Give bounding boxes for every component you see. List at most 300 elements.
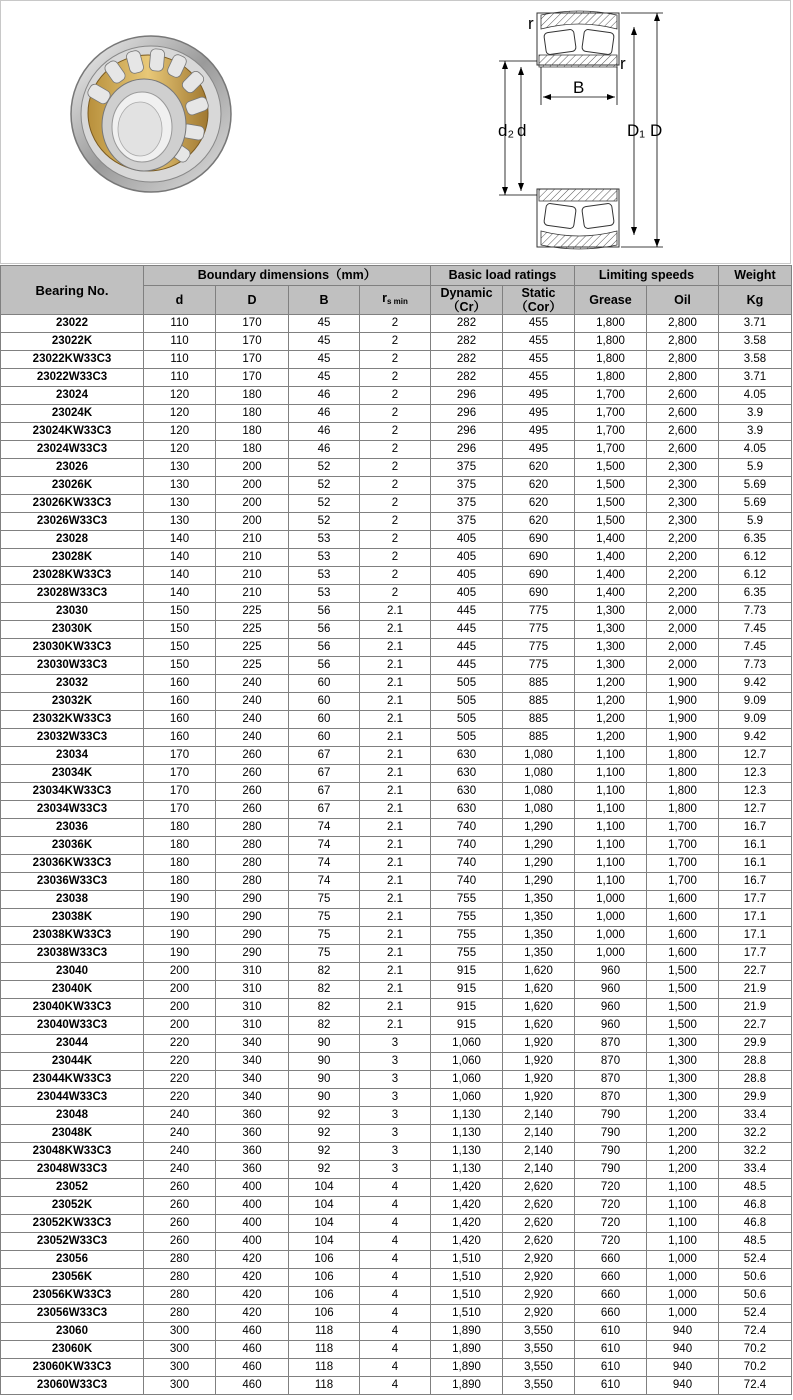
table-row <box>1 1089 792 1107</box>
cell-width-B: 82 <box>289 1017 360 1035</box>
table-row <box>1 369 792 387</box>
cell-rs-min: 2.1 <box>360 945 431 963</box>
cell-dynamic-cr: 755 <box>431 927 503 945</box>
table-row <box>1 315 792 333</box>
cell-dynamic-cr: 755 <box>431 945 503 963</box>
cell-dynamic-cr: 1,130 <box>431 1107 503 1125</box>
cell-static-cor: 1,620 <box>503 1017 575 1035</box>
cell-speed-oil: 2,600 <box>647 441 719 459</box>
cell-rs-min: 2.1 <box>360 639 431 657</box>
header-weight: Weight <box>719 266 792 286</box>
cell-speed-grease: 660 <box>575 1305 647 1323</box>
table-row <box>1 945 792 963</box>
cell-speed-oil: 2,800 <box>647 351 719 369</box>
cell-bore-d: 110 <box>144 369 216 387</box>
cell-static-cor: 885 <box>503 711 575 729</box>
cell-bearing-no: 23024W33C3 <box>1 441 144 459</box>
cell-speed-grease: 1,200 <box>575 675 647 693</box>
dim-label-d2: d₂ <box>498 121 515 140</box>
cell-dynamic-cr: 282 <box>431 315 503 333</box>
cell-static-cor: 2,920 <box>503 1305 575 1323</box>
cell-static-cor: 3,550 <box>503 1377 575 1395</box>
cell-outer-D: 180 <box>216 405 289 423</box>
cell-outer-D: 460 <box>216 1359 289 1377</box>
dim-label-B: B <box>573 78 585 97</box>
cell-bearing-no: 23026 <box>1 459 144 477</box>
cell-speed-oil: 2,200 <box>647 567 719 585</box>
cell-bore-d: 150 <box>144 639 216 657</box>
cell-bearing-no: 23022K <box>1 333 144 351</box>
cell-speed-oil: 1,000 <box>647 1269 719 1287</box>
table-row <box>1 981 792 999</box>
cell-width-B: 106 <box>289 1269 360 1287</box>
cell-rs-min: 2.1 <box>360 783 431 801</box>
header-static-unit: （Cor） <box>515 300 562 314</box>
cell-speed-oil: 1,200 <box>647 1125 719 1143</box>
cell-bearing-no: 23034KW33C3 <box>1 783 144 801</box>
cell-rs-min: 2 <box>360 351 431 369</box>
cell-bearing-no: 23026KW33C3 <box>1 495 144 513</box>
cell-dynamic-cr: 1,510 <box>431 1269 503 1287</box>
cell-speed-grease: 1,300 <box>575 621 647 639</box>
cell-bore-d: 240 <box>144 1143 216 1161</box>
cell-bore-d: 200 <box>144 963 216 981</box>
cell-static-cor: 620 <box>503 495 575 513</box>
cell-speed-grease: 1,000 <box>575 927 647 945</box>
cell-dynamic-cr: 1,510 <box>431 1287 503 1305</box>
table-row <box>1 1233 792 1251</box>
cell-rs-min: 2.1 <box>360 873 431 891</box>
cell-speed-grease: 1,000 <box>575 945 647 963</box>
cell-bore-d: 260 <box>144 1215 216 1233</box>
cell-bearing-no: 23052W33C3 <box>1 1233 144 1251</box>
cell-speed-grease: 660 <box>575 1251 647 1269</box>
cell-weight-kg: 17.1 <box>719 927 792 945</box>
cell-weight-kg: 7.45 <box>719 621 792 639</box>
cell-bore-d: 170 <box>144 765 216 783</box>
cell-width-B: 118 <box>289 1341 360 1359</box>
cell-rs-min: 2 <box>360 369 431 387</box>
cell-weight-kg: 50.6 <box>719 1287 792 1305</box>
cell-speed-grease: 790 <box>575 1107 647 1125</box>
cell-bearing-no: 23028K <box>1 549 144 567</box>
cell-weight-kg: 3.9 <box>719 423 792 441</box>
cell-static-cor: 1,620 <box>503 963 575 981</box>
cell-speed-grease: 960 <box>575 1017 647 1035</box>
cell-bore-d: 190 <box>144 909 216 927</box>
cell-rs-min: 2 <box>360 441 431 459</box>
cell-speed-grease: 1,100 <box>575 873 647 891</box>
cell-outer-D: 360 <box>216 1161 289 1179</box>
cell-width-B: 67 <box>289 765 360 783</box>
cell-speed-oil: 2,800 <box>647 369 719 387</box>
cell-width-B: 90 <box>289 1071 360 1089</box>
cell-bore-d: 180 <box>144 855 216 873</box>
cell-static-cor: 3,550 <box>503 1359 575 1377</box>
cell-width-B: 46 <box>289 405 360 423</box>
cell-dynamic-cr: 1,420 <box>431 1233 503 1251</box>
cell-width-B: 52 <box>289 495 360 513</box>
cell-dynamic-cr: 445 <box>431 639 503 657</box>
cell-static-cor: 1,080 <box>503 783 575 801</box>
cell-width-B: 74 <box>289 873 360 891</box>
cell-dynamic-cr: 740 <box>431 837 503 855</box>
cell-outer-D: 240 <box>216 729 289 747</box>
cell-weight-kg: 6.12 <box>719 549 792 567</box>
table-row <box>1 423 792 441</box>
cell-width-B: 92 <box>289 1125 360 1143</box>
cell-static-cor: 620 <box>503 513 575 531</box>
cell-static-cor: 1,350 <box>503 945 575 963</box>
cell-static-cor: 2,620 <box>503 1215 575 1233</box>
cell-bore-d: 120 <box>144 405 216 423</box>
cell-static-cor: 690 <box>503 531 575 549</box>
cell-weight-kg: 70.2 <box>719 1359 792 1377</box>
cell-outer-D: 400 <box>216 1197 289 1215</box>
cell-static-cor: 495 <box>503 441 575 459</box>
cell-rs-min: 2.1 <box>360 963 431 981</box>
cell-rs-min: 3 <box>360 1035 431 1053</box>
cell-width-B: 45 <box>289 315 360 333</box>
cell-rs-min: 2.1 <box>360 855 431 873</box>
table-row <box>1 963 792 981</box>
cell-bearing-no: 23022 <box>1 315 144 333</box>
table-row <box>1 801 792 819</box>
cell-bore-d: 180 <box>144 837 216 855</box>
cell-rs-min: 2.1 <box>360 801 431 819</box>
cell-rs-min: 3 <box>360 1107 431 1125</box>
cell-bearing-no: 23052KW33C3 <box>1 1215 144 1233</box>
cell-weight-kg: 3.71 <box>719 315 792 333</box>
cell-width-B: 53 <box>289 549 360 567</box>
cell-speed-oil: 1,600 <box>647 891 719 909</box>
cell-bearing-no: 23052 <box>1 1179 144 1197</box>
cell-width-B: 118 <box>289 1377 360 1395</box>
cell-rs-min: 2.1 <box>360 927 431 945</box>
cell-speed-oil: 1,700 <box>647 855 719 873</box>
cell-bearing-no: 23044KW33C3 <box>1 1071 144 1089</box>
cell-dynamic-cr: 915 <box>431 1017 503 1035</box>
cell-speed-grease: 1,200 <box>575 693 647 711</box>
table-row <box>1 1269 792 1287</box>
header-oil: Oil <box>647 286 719 315</box>
cell-width-B: 82 <box>289 963 360 981</box>
cell-speed-grease: 1,100 <box>575 747 647 765</box>
table-row <box>1 387 792 405</box>
cell-width-B: 104 <box>289 1215 360 1233</box>
cell-speed-oil: 1,300 <box>647 1071 719 1089</box>
cell-dynamic-cr: 630 <box>431 765 503 783</box>
cell-width-B: 52 <box>289 477 360 495</box>
cell-rs-min: 2 <box>360 423 431 441</box>
cell-speed-oil: 2,300 <box>647 513 719 531</box>
cell-bore-d: 220 <box>144 1089 216 1107</box>
cell-outer-D: 290 <box>216 945 289 963</box>
cell-bore-d: 190 <box>144 891 216 909</box>
cell-width-B: 67 <box>289 783 360 801</box>
cell-static-cor: 1,290 <box>503 873 575 891</box>
cell-rs-min: 2.1 <box>360 981 431 999</box>
cell-outer-D: 210 <box>216 531 289 549</box>
bearing-spec-table <box>0 265 792 1395</box>
cell-bore-d: 300 <box>144 1377 216 1395</box>
cell-static-cor: 690 <box>503 585 575 603</box>
cell-bearing-no: 23044W33C3 <box>1 1089 144 1107</box>
cell-outer-D: 210 <box>216 567 289 585</box>
cell-bore-d: 190 <box>144 945 216 963</box>
cell-dynamic-cr: 740 <box>431 873 503 891</box>
cell-dynamic-cr: 755 <box>431 891 503 909</box>
cell-width-B: 118 <box>289 1323 360 1341</box>
cell-rs-min: 4 <box>360 1197 431 1215</box>
cell-weight-kg: 5.69 <box>719 477 792 495</box>
cell-dynamic-cr: 1,130 <box>431 1143 503 1161</box>
cell-speed-oil: 940 <box>647 1359 719 1377</box>
cell-speed-oil: 1,500 <box>647 1017 719 1035</box>
cell-outer-D: 260 <box>216 747 289 765</box>
cell-speed-grease: 610 <box>575 1359 647 1377</box>
cell-speed-oil: 1,500 <box>647 999 719 1017</box>
cell-rs-min: 2 <box>360 549 431 567</box>
cell-bearing-no: 23036KW33C3 <box>1 855 144 873</box>
cell-bore-d: 280 <box>144 1287 216 1305</box>
cell-rs-min: 2.1 <box>360 765 431 783</box>
cell-bearing-no: 23028KW33C3 <box>1 567 144 585</box>
cell-speed-oil: 1,700 <box>647 873 719 891</box>
cell-bore-d: 140 <box>144 567 216 585</box>
cell-weight-kg: 9.42 <box>719 675 792 693</box>
cell-bore-d: 260 <box>144 1233 216 1251</box>
cell-bore-d: 260 <box>144 1197 216 1215</box>
cell-static-cor: 690 <box>503 567 575 585</box>
cell-outer-D: 240 <box>216 675 289 693</box>
cell-dynamic-cr: 1,060 <box>431 1071 503 1089</box>
cell-static-cor: 2,920 <box>503 1287 575 1305</box>
cell-width-B: 104 <box>289 1179 360 1197</box>
table-row <box>1 1125 792 1143</box>
cell-speed-grease: 610 <box>575 1377 647 1395</box>
cell-bore-d: 120 <box>144 423 216 441</box>
cell-weight-kg: 72.4 <box>719 1323 792 1341</box>
cell-speed-oil: 2,000 <box>647 603 719 621</box>
cell-speed-oil: 2,600 <box>647 423 719 441</box>
cell-speed-oil: 1,500 <box>647 963 719 981</box>
cell-outer-D: 180 <box>216 423 289 441</box>
cell-static-cor: 1,290 <box>503 855 575 873</box>
cell-width-B: 52 <box>289 459 360 477</box>
cell-static-cor: 2,620 <box>503 1197 575 1215</box>
table-row <box>1 513 792 531</box>
cell-width-B: 45 <box>289 333 360 351</box>
cell-bearing-no: 23034W33C3 <box>1 801 144 819</box>
cell-outer-D: 340 <box>216 1071 289 1089</box>
cell-bearing-no: 23022KW33C3 <box>1 351 144 369</box>
cell-weight-kg: 3.71 <box>719 369 792 387</box>
cell-speed-grease: 1,100 <box>575 819 647 837</box>
table-row <box>1 927 792 945</box>
cell-speed-grease: 1,200 <box>575 729 647 747</box>
cell-outer-D: 200 <box>216 495 289 513</box>
cell-static-cor: 2,920 <box>503 1269 575 1287</box>
cell-speed-grease: 720 <box>575 1179 647 1197</box>
cell-dynamic-cr: 1,420 <box>431 1179 503 1197</box>
cell-outer-D: 200 <box>216 477 289 495</box>
header-grease: Grease <box>575 286 647 315</box>
cell-bearing-no: 23026W33C3 <box>1 513 144 531</box>
cell-width-B: 67 <box>289 801 360 819</box>
table-row <box>1 1251 792 1269</box>
cell-dynamic-cr: 445 <box>431 603 503 621</box>
cell-weight-kg: 16.1 <box>719 837 792 855</box>
cell-bearing-no: 23040W33C3 <box>1 1017 144 1035</box>
cell-bore-d: 280 <box>144 1269 216 1287</box>
cell-speed-grease: 790 <box>575 1143 647 1161</box>
cell-outer-D: 280 <box>216 855 289 873</box>
cell-weight-kg: 21.9 <box>719 981 792 999</box>
cell-bearing-no: 23048 <box>1 1107 144 1125</box>
cell-speed-grease: 960 <box>575 999 647 1017</box>
cell-speed-oil: 2,200 <box>647 549 719 567</box>
cell-speed-grease: 1,300 <box>575 639 647 657</box>
cell-bearing-no: 23052K <box>1 1197 144 1215</box>
cell-static-cor: 3,550 <box>503 1341 575 1359</box>
cell-outer-D: 170 <box>216 333 289 351</box>
cell-bore-d: 300 <box>144 1341 216 1359</box>
table-row <box>1 405 792 423</box>
cell-weight-kg: 28.8 <box>719 1053 792 1071</box>
cell-outer-D: 260 <box>216 801 289 819</box>
cell-speed-grease: 1,200 <box>575 711 647 729</box>
cell-width-B: 67 <box>289 747 360 765</box>
cell-bearing-no: 23028W33C3 <box>1 585 144 603</box>
cell-outer-D: 200 <box>216 513 289 531</box>
cell-dynamic-cr: 296 <box>431 405 503 423</box>
cell-dynamic-cr: 630 <box>431 747 503 765</box>
table-row <box>1 765 792 783</box>
cell-static-cor: 2,620 <box>503 1233 575 1251</box>
cell-static-cor: 2,920 <box>503 1251 575 1269</box>
cell-dynamic-cr: 1,130 <box>431 1125 503 1143</box>
cell-outer-D: 200 <box>216 459 289 477</box>
cell-speed-grease: 720 <box>575 1197 647 1215</box>
cell-static-cor: 2,140 <box>503 1143 575 1161</box>
cell-rs-min: 4 <box>360 1179 431 1197</box>
cell-weight-kg: 21.9 <box>719 999 792 1017</box>
cell-outer-D: 420 <box>216 1305 289 1323</box>
cell-width-B: 53 <box>289 531 360 549</box>
cell-speed-grease: 1,500 <box>575 513 647 531</box>
cell-speed-oil: 1,300 <box>647 1089 719 1107</box>
cell-outer-D: 290 <box>216 909 289 927</box>
cell-speed-oil: 1,700 <box>647 819 719 837</box>
cell-rs-min: 4 <box>360 1215 431 1233</box>
cell-bearing-no: 23024K <box>1 405 144 423</box>
cell-weight-kg: 12.3 <box>719 765 792 783</box>
cell-outer-D: 360 <box>216 1107 289 1125</box>
cell-speed-grease: 1,700 <box>575 405 647 423</box>
cell-rs-min: 2 <box>360 495 431 513</box>
cell-bearing-no: 23056 <box>1 1251 144 1269</box>
cell-static-cor: 1,920 <box>503 1089 575 1107</box>
cell-dynamic-cr: 282 <box>431 333 503 351</box>
cell-speed-grease: 960 <box>575 963 647 981</box>
table-row <box>1 1305 792 1323</box>
table-row <box>1 891 792 909</box>
table-row <box>1 675 792 693</box>
cell-speed-grease: 1,800 <box>575 315 647 333</box>
cell-width-B: 75 <box>289 945 360 963</box>
cell-outer-D: 170 <box>216 315 289 333</box>
cell-rs-min: 2.1 <box>360 999 431 1017</box>
table-row <box>1 1053 792 1071</box>
cell-rs-min: 2 <box>360 387 431 405</box>
cell-width-B: 74 <box>289 855 360 873</box>
cell-rs-min: 4 <box>360 1233 431 1251</box>
cell-bore-d: 130 <box>144 513 216 531</box>
cell-speed-grease: 1,100 <box>575 855 647 873</box>
cell-static-cor: 2,140 <box>503 1161 575 1179</box>
cell-speed-grease: 790 <box>575 1161 647 1179</box>
cell-bearing-no: 23048W33C3 <box>1 1161 144 1179</box>
cell-rs-min: 4 <box>360 1323 431 1341</box>
cell-weight-kg: 17.7 <box>719 891 792 909</box>
cell-width-B: 52 <box>289 513 360 531</box>
cell-outer-D: 240 <box>216 711 289 729</box>
cell-bore-d: 160 <box>144 711 216 729</box>
cell-width-B: 53 <box>289 585 360 603</box>
cell-static-cor: 455 <box>503 315 575 333</box>
cell-outer-D: 170 <box>216 351 289 369</box>
cell-outer-D: 460 <box>216 1341 289 1359</box>
cell-weight-kg: 22.7 <box>719 1017 792 1035</box>
cell-bore-d: 140 <box>144 585 216 603</box>
cell-speed-grease: 1,100 <box>575 783 647 801</box>
cell-bearing-no: 23048K <box>1 1125 144 1143</box>
cell-speed-grease: 1,300 <box>575 657 647 675</box>
cell-bore-d: 200 <box>144 981 216 999</box>
cell-dynamic-cr: 282 <box>431 369 503 387</box>
cell-bore-d: 160 <box>144 729 216 747</box>
cell-outer-D: 180 <box>216 387 289 405</box>
cell-speed-grease: 1,400 <box>575 549 647 567</box>
cell-outer-D: 240 <box>216 693 289 711</box>
cell-speed-grease: 1,500 <box>575 495 647 513</box>
cell-bearing-no: 23026K <box>1 477 144 495</box>
cell-bearing-no: 23056K <box>1 1269 144 1287</box>
cell-outer-D: 210 <box>216 549 289 567</box>
dim-label-D: D <box>650 121 663 140</box>
header-rs-main: r <box>382 291 387 305</box>
cell-bore-d: 220 <box>144 1053 216 1071</box>
cell-bore-d: 300 <box>144 1323 216 1341</box>
table-row <box>1 1341 792 1359</box>
cell-dynamic-cr: 405 <box>431 549 503 567</box>
cell-static-cor: 2,620 <box>503 1179 575 1197</box>
cell-speed-grease: 870 <box>575 1089 647 1107</box>
cell-speed-oil: 1,800 <box>647 801 719 819</box>
cell-static-cor: 1,080 <box>503 801 575 819</box>
cell-speed-grease: 1,800 <box>575 351 647 369</box>
cell-width-B: 60 <box>289 711 360 729</box>
cell-dynamic-cr: 375 <box>431 477 503 495</box>
cell-width-B: 53 <box>289 567 360 585</box>
cell-speed-oil: 1,200 <box>647 1161 719 1179</box>
cell-rs-min: 2.1 <box>360 891 431 909</box>
cell-speed-grease: 720 <box>575 1233 647 1251</box>
cell-weight-kg: 12.3 <box>719 783 792 801</box>
cell-width-B: 60 <box>289 693 360 711</box>
cell-weight-kg: 3.58 <box>719 351 792 369</box>
